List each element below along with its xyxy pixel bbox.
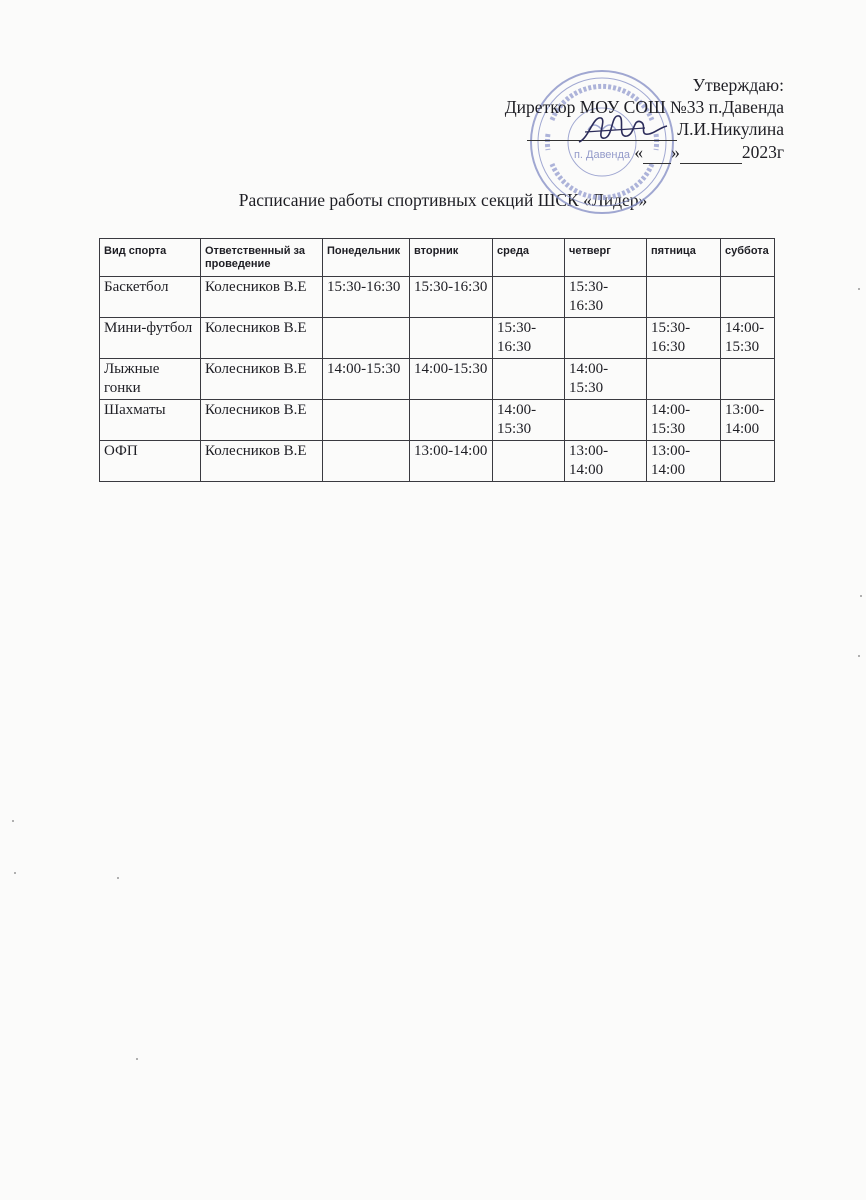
cell-responsible: Колесников В.Е	[201, 318, 323, 359]
cell-sport: ОФП	[100, 441, 201, 482]
table-row	[100, 400, 775, 441]
schedule-table	[99, 238, 775, 482]
cell-friday: 15:30-16:30	[647, 318, 721, 359]
cell-thursday: 13:00-14:00	[565, 441, 647, 482]
director-signature	[575, 108, 670, 150]
cell-thursday: 15:30-16:30	[565, 277, 647, 318]
document-title	[0, 190, 866, 211]
cell-friday: 13:00-14:00	[647, 441, 721, 482]
cell-responsible: Колесников В.Е	[201, 359, 323, 400]
cell-tuesday: 14:00-15:30	[410, 359, 493, 400]
stamp-place: п. Давенда	[573, 149, 631, 161]
cell-saturday: 14:00-15:30	[721, 318, 775, 359]
cell-monday: 15:30-16:30	[323, 277, 410, 318]
cell-monday	[323, 318, 410, 359]
col-header-sport: Вид спорта	[100, 239, 201, 277]
approval-heading: Утверждаю:	[692, 75, 784, 95]
cell-sport: Лыжные гонки	[100, 359, 201, 400]
table-row	[100, 441, 775, 482]
table-row	[100, 318, 775, 359]
cell-saturday: 13:00-14:00	[721, 400, 775, 441]
cell-friday: 14:00-15:30	[647, 400, 721, 441]
cell-friday	[647, 359, 721, 400]
cell-saturday	[721, 359, 775, 400]
scan-speck	[858, 655, 860, 657]
cell-tuesday: 15:30-16:30	[410, 277, 493, 318]
date-quote-open: «	[634, 142, 644, 162]
table-row	[100, 277, 775, 318]
scan-speck	[117, 877, 119, 879]
scan-speck	[858, 288, 860, 290]
date-month-blank	[680, 141, 742, 164]
scan-speck	[860, 595, 862, 597]
cell-sport: Баскетбол	[100, 277, 201, 318]
col-header-responsible: Ответственный за проведение	[201, 239, 323, 277]
cell-friday	[647, 277, 721, 318]
scan-speck	[12, 820, 14, 822]
cell-monday	[323, 441, 410, 482]
cell-thursday	[565, 318, 647, 359]
cell-wednesday: 14:00-15:30	[493, 400, 565, 441]
cell-sport: Мини-футбол	[100, 318, 201, 359]
col-header-wednesday: среда	[493, 239, 565, 277]
date-quote-close: »	[671, 142, 680, 162]
cell-monday: 14:00-15:30	[323, 359, 410, 400]
document-title-text: Расписание работы спортивных секций ШСК «Лидер»	[238, 190, 648, 210]
cell-tuesday	[410, 318, 493, 359]
col-header-saturday: суббота	[721, 239, 775, 277]
cell-responsible: Колесников В.Е	[201, 441, 323, 482]
cell-thursday	[565, 400, 647, 441]
scan-speck	[136, 1058, 138, 1060]
cell-tuesday: 13:00-14:00	[410, 441, 493, 482]
date-year: 2023г	[741, 142, 784, 162]
cell-wednesday: 15:30-16:30	[493, 318, 565, 359]
approval-signatory: Л.И.Никулина	[677, 119, 784, 139]
col-header-monday: Понедельник	[323, 239, 410, 277]
col-header-friday: пятница	[647, 239, 721, 277]
approval-director-position: Диреткор МОУ СОШ №33 п.Давенда	[504, 97, 784, 117]
cell-thursday: 14:00-15:30	[565, 359, 647, 400]
cell-wednesday	[493, 277, 565, 318]
cell-responsible: Колесников В.Е	[201, 277, 323, 318]
col-header-tuesday: вторник	[410, 239, 493, 277]
cell-monday	[323, 400, 410, 441]
cell-responsible: Колесников В.Е	[201, 400, 323, 441]
cell-wednesday	[493, 359, 565, 400]
cell-tuesday	[410, 400, 493, 441]
table-row	[100, 359, 775, 400]
cell-sport: Шахматы	[100, 400, 201, 441]
cell-saturday	[721, 277, 775, 318]
table-header-row	[100, 239, 775, 277]
cell-saturday	[721, 441, 775, 482]
scan-speck	[14, 872, 16, 874]
cell-wednesday	[493, 441, 565, 482]
col-header-thursday: четверг	[565, 239, 647, 277]
